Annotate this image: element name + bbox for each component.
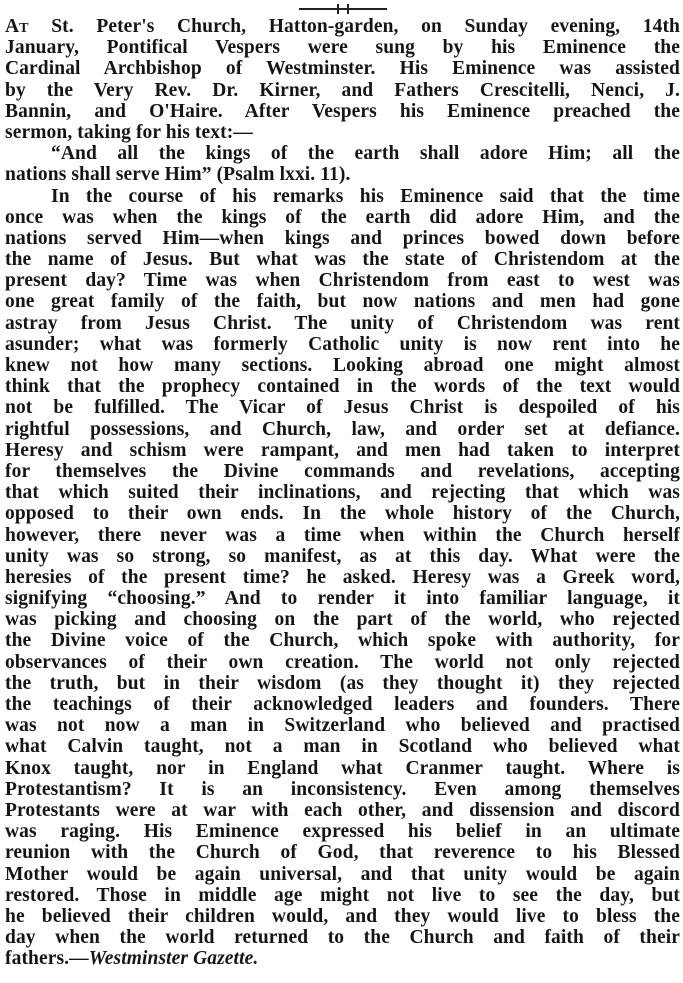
article-line: day when the world returned to the Church and faith of their [5, 927, 680, 949]
closing-text: fathers.— [5, 948, 89, 970]
article-line: signifying “choosing.” And to render it into familiar language, it [5, 588, 680, 610]
article-line: In the course of his remarks his Eminence said that the time [51, 185, 680, 207]
article-line: was raging. His Eminence expressed his belief in an ultimate [5, 821, 680, 843]
article-line: however, there never was a time when within the Church herself [5, 524, 680, 546]
article-line: Bannin, and O'Haire. After Vespers his Eminence preached the [5, 100, 680, 122]
article-line: for themselves the Divine commands and revelations, accepting [5, 460, 680, 482]
scripture-quote-line: “And all the kings of the earth shall adore Him; all the [51, 143, 680, 165]
article-line: reunion with the Church of God, that reverence to his Blessed [5, 842, 680, 864]
article-line: heresies of the present time? he asked. Heresy was a Greek word, [5, 566, 680, 588]
scripture-quote-line: nations shall serve Him” (Psalm lxxi. 11). [5, 164, 351, 186]
ornamental-divider [5, 2, 680, 16]
article-line: At St. Peter's Church, Hatton-garden, on Sunday evening, 14th [5, 16, 680, 37]
article-line: Protestants were at war with each other, and dissension and discord [5, 799, 680, 821]
article-line: observances of their own creation. The world not only rejected [5, 651, 680, 673]
article-line: he believed their children would, and they would live to bless the [5, 905, 680, 927]
article-line: Protestantism? It is an inconsistency. Even among themselves [5, 778, 680, 800]
article-line: the truth, but in their wisdom (as they thought it) they rejected [5, 672, 680, 694]
divider-rule [299, 8, 387, 10]
article-line: January, Pontifical Vespers were sung by his Eminence the [5, 37, 680, 59]
article-line: once was when the kings of the earth did adore Him, and the [5, 206, 680, 228]
newspaper-clipping [5, 0, 680, 969]
article-line: restored. Those in middle age might not live to see the day, but [5, 884, 680, 906]
article-line: unity was so strong, so manifest, as at this day. What were the [5, 545, 680, 567]
article-body [5, 16, 680, 969]
article-line: the teachings of their acknowledged leaders and founders. There [5, 694, 680, 715]
article-line: think that the prophecy contained in the words of the text would [5, 376, 680, 398]
article-line: present day? Time was when Christendom from east to west was [5, 270, 680, 292]
article-line: knew not how many sections. Looking abroad one might almost [5, 355, 680, 376]
article-line: what Calvin taught, not a man in Scotland who believed what [5, 736, 680, 758]
article-line: Mother would be again universal, and that unity would be again [5, 863, 680, 885]
article-line: was picking and choosing on the part of the world, who rejected [5, 609, 680, 631]
article-closing-line [5, 948, 680, 969]
article-line: Knox taught, nor in England what Cranmer taught. Where is [5, 757, 680, 779]
article-line: Cardinal Archbishop of Westminster. His Eminence was assisted [5, 58, 680, 80]
article-line: nations served Him—when kings and princes bowed down before [5, 227, 680, 249]
lead-word: At [5, 16, 29, 37]
article-line: asunder; what was formerly Catholic unity is now rent into he [5, 333, 680, 355]
article-line: was not now a man in Switzerland who believed and practised [5, 715, 680, 737]
article-line: sermon, taking for his text:— [5, 121, 253, 143]
article-line: one great family of the faith, but now nations and men had gone [5, 291, 680, 313]
article-line: astray from Jesus Christ. The unity of Christendom was rent [5, 312, 680, 334]
article-line: opposed to their own ends. In the whole history of the Church, [5, 503, 680, 525]
article-line: that which suited their inclinations, and rejecting that which was [5, 482, 680, 504]
article-line: rightful possessions, and Church, law, and order set at defiance. [5, 418, 680, 440]
article-line: by the Very Rev. Dr. Kirner, and Fathers Crescitelli, Nenci, J. [5, 79, 680, 101]
article-line: Heresy and schism were rampant, and men had taken to interpret [5, 439, 680, 461]
article-line: the name of Jesus. But what was the state of Christendom at the [5, 249, 680, 271]
article-line: the Divine voice of the Church, which spoke with authority, for [5, 630, 680, 652]
article-line: not be fulfilled. The Vicar of Jesus Christ is despoiled of his [5, 397, 680, 419]
divider-ornament [337, 4, 349, 14]
source-credit: Westminster Gazette. [88, 948, 259, 970]
